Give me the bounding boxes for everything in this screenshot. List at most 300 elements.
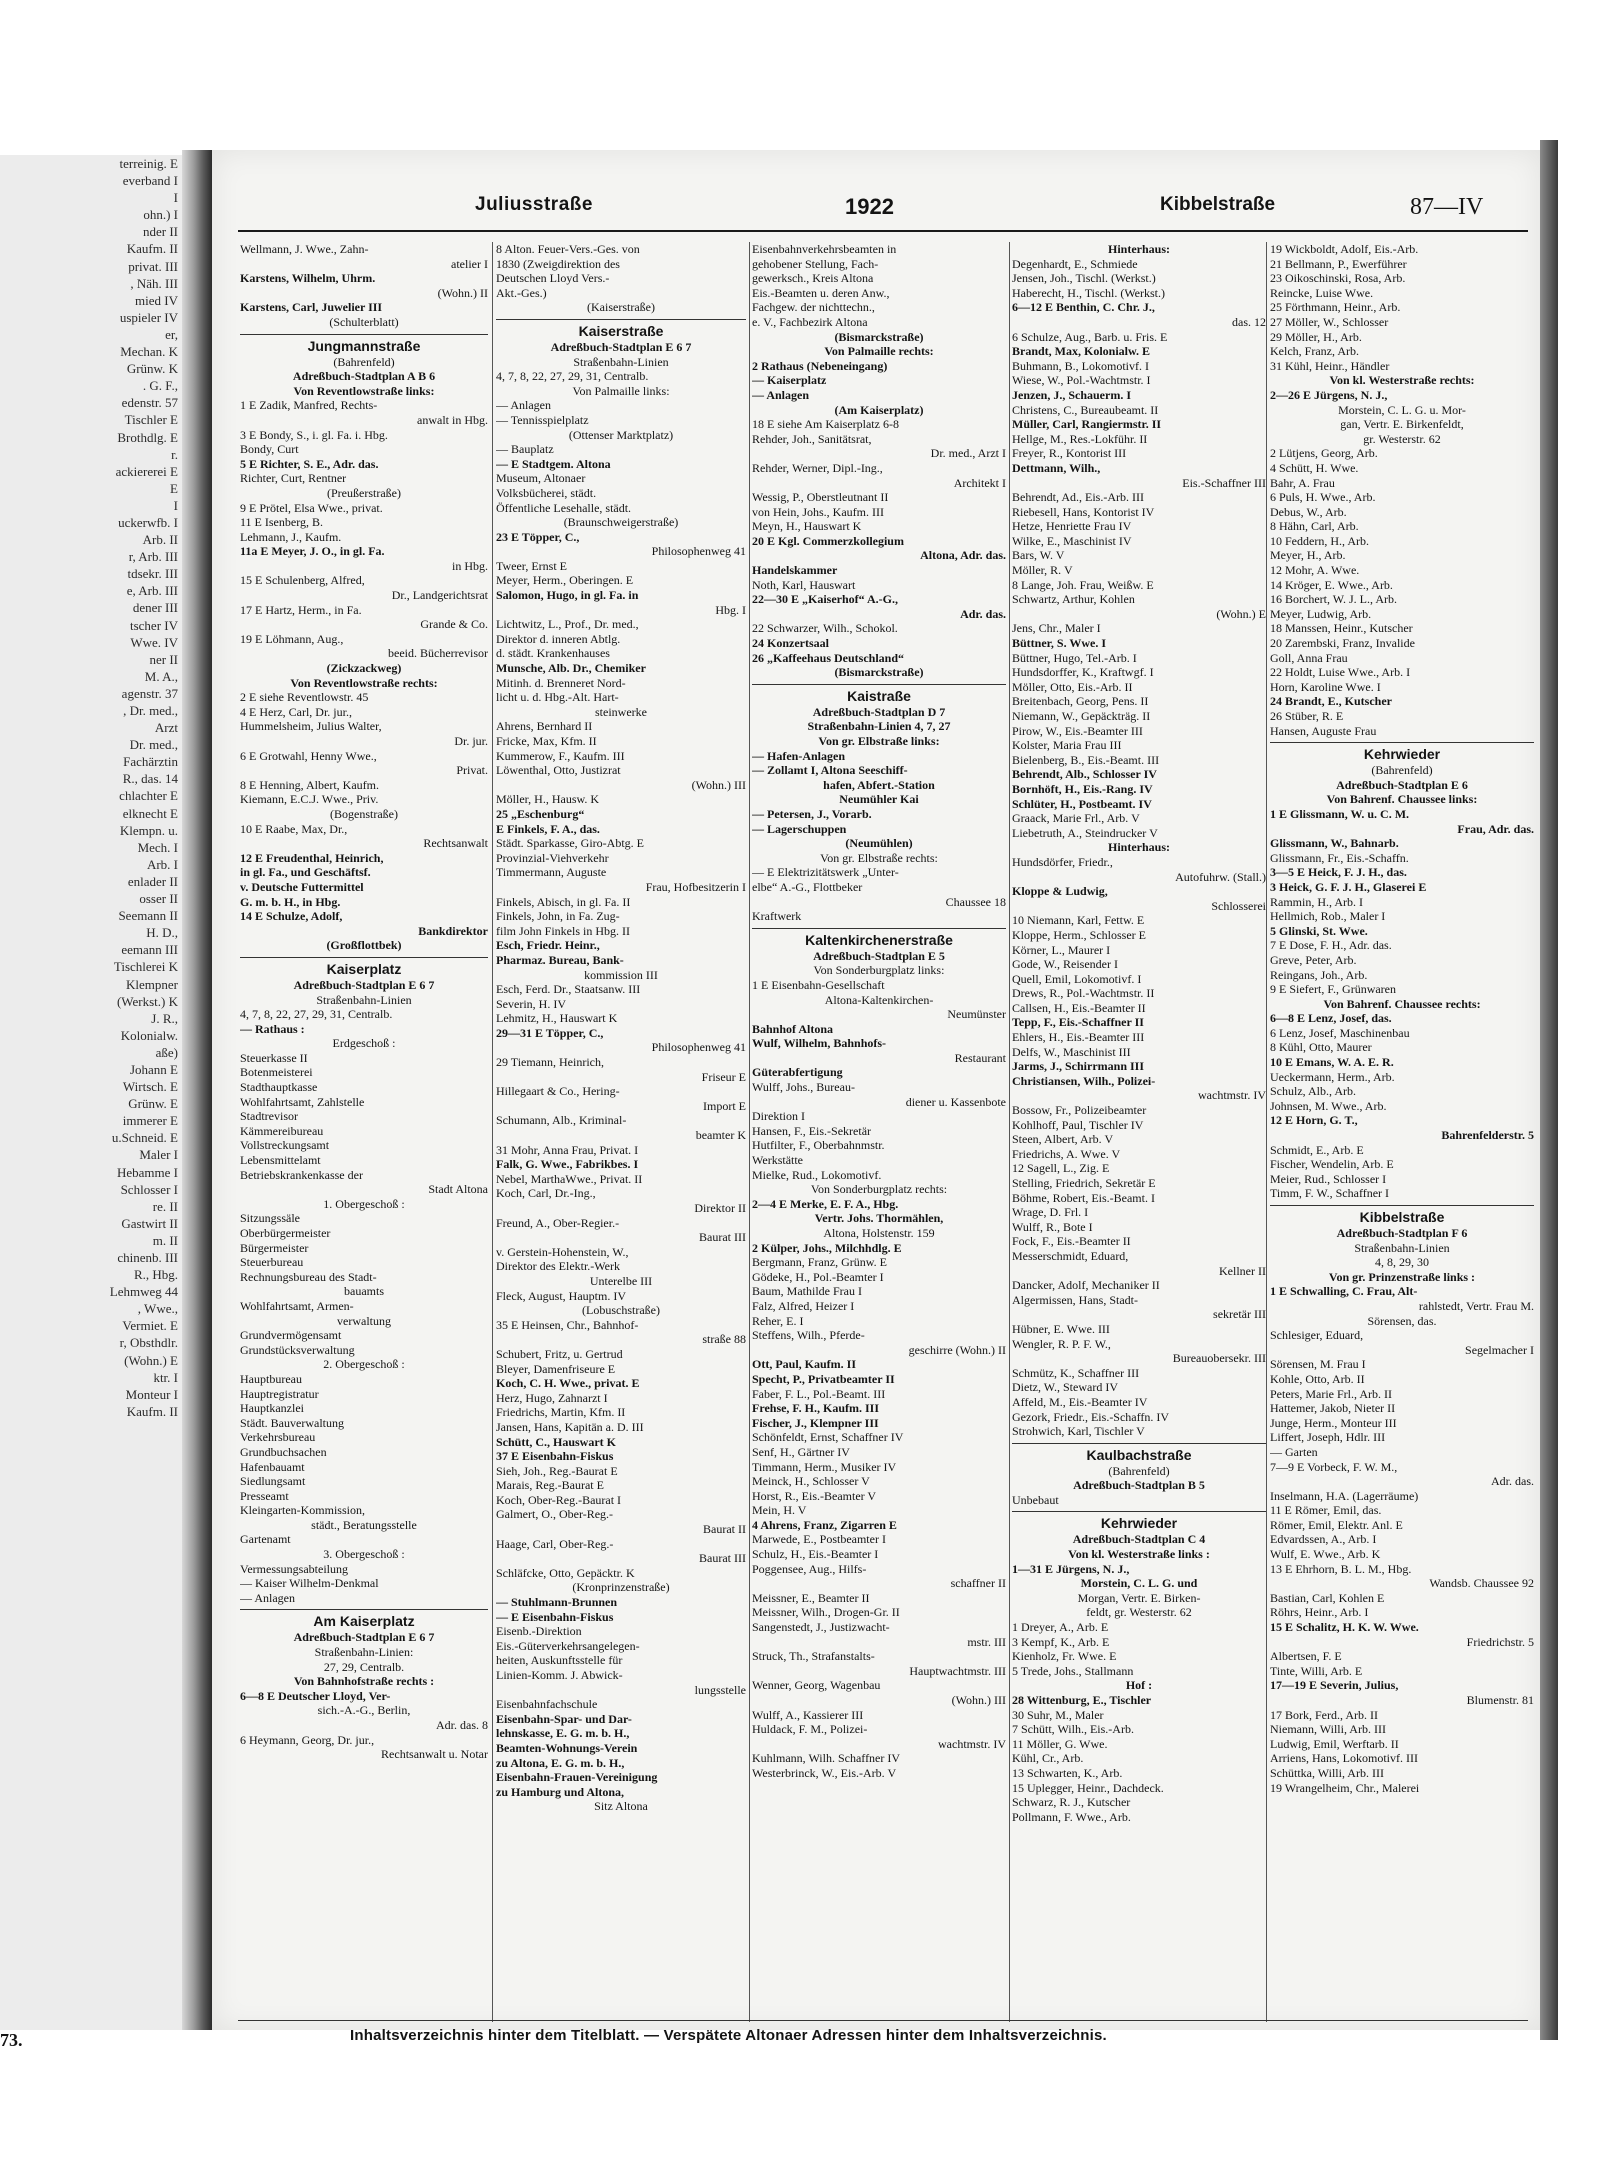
directory-entry: 20 E Kgl. Commerzkollegium <box>752 533 904 548</box>
directory-entry: Niemann, W., Gepäckträg. II <box>1012 709 1151 723</box>
directory-entry: Johnsen, M. Wwe., Arb. <box>1270 1098 1387 1113</box>
directory-entry: Peters, Marie Frl., Arb. II <box>1270 1386 1392 1401</box>
directory-entry: 8 Kühl, Otto, Maurer <box>1270 1040 1372 1055</box>
directory-entry: Dr. jur. <box>454 734 488 748</box>
left-page-line: ohn.) I <box>143 207 178 223</box>
left-page-line: Wirtsch. E <box>122 1079 178 1095</box>
directory-entry: (Neumühlen) <box>845 836 913 851</box>
directory-entry: Linien-Komm. J. Abwick- <box>496 1668 623 1682</box>
directory-entry: Grundstücksverwaltung <box>240 1342 355 1357</box>
left-page-line: immerer E <box>122 1113 178 1129</box>
directory-entry: Grundvermögensamt <box>240 1328 342 1343</box>
directory-entry: Wohlfahrtsamt, Armen- <box>240 1298 354 1313</box>
left-page-line: , Wwe., <box>137 1301 178 1317</box>
left-page-line: Hebamme I <box>116 1164 178 1180</box>
directory-entry: Hellmich, Rob., Maler I <box>1270 909 1386 924</box>
left-page-line: m. II <box>152 1232 178 1248</box>
left-page-line: eemann III <box>121 942 178 958</box>
directory-entry: Oberbürgermeister <box>240 1226 331 1240</box>
directory-entry: Adreßbuch-Stadtplan F 6 <box>1336 1226 1468 1240</box>
left-page-line: I <box>173 190 178 206</box>
directory-entry: Poggensee, Aug., Hilfs- <box>752 1561 867 1576</box>
left-page-line: (Werkst.) K <box>116 993 178 1009</box>
directory-entry: Wulff, A., Kassierer III <box>752 1707 864 1722</box>
directory-entry: städt., Beratungsstelle <box>311 1517 417 1532</box>
directory-entry: Werkstätte <box>752 1153 804 1168</box>
directory-entry: Friedrichs, A. Wwe. V <box>1012 1146 1121 1161</box>
directory-entry: 20 Zarembski, Franz, Invalide <box>1270 636 1415 651</box>
directory-entry: Baurat II <box>703 1522 746 1537</box>
directory-entry: Algermissen, Hans, Stadt- <box>1012 1292 1138 1307</box>
directory-entry: 19 E Löhmann, Aug., <box>240 631 344 646</box>
directory-entry: Kühl, Cr., Arb. <box>1012 1751 1084 1766</box>
left-page-line: enlader II <box>127 873 178 889</box>
directory-entry: Sitzungssäle <box>240 1211 300 1226</box>
left-page-line: Vermiet. E <box>122 1318 178 1334</box>
directory-entry: Wulf, E. Wwe., Arb. K <box>1270 1547 1381 1562</box>
left-page-line: ner II <box>149 651 178 667</box>
street-heading: Am Kaiserplatz <box>240 1609 488 1630</box>
directory-entry: Lebensmittelamt <box>240 1153 321 1168</box>
directory-entry: Reher, E. I <box>752 1313 804 1328</box>
directory-entry: Bielenberg, B., Eis.-Beamt. III <box>1012 752 1160 767</box>
directory-entry: 14 Kröger, E. Wwe., Arb. <box>1270 577 1393 592</box>
directory-entry: Büttner, Hugo, Tel.-Arb. I <box>1012 650 1137 665</box>
directory-entry: Von gr. Prinzenstraße links : <box>1328 1269 1476 1284</box>
directory-entry: Unbebaut <box>1012 1492 1059 1507</box>
directory-entry: Direktion I <box>752 1109 805 1124</box>
directory-entry: Von Bahnhofstraße rechts : <box>293 1674 435 1689</box>
directory-entry: Eisenbahn-Spar- und Dar- <box>496 1711 632 1726</box>
directory-entry: Timm, F. W., Schaffner I <box>1270 1186 1390 1201</box>
directory-entry: 22 Holdt, Luise Wwe., Arb. I <box>1270 665 1411 680</box>
left-page-line: M. A., <box>144 668 178 684</box>
directory-entry: (Kronprinzenstraße) <box>572 1580 670 1595</box>
directory-entry: elbe“ A.-G., Flottbeker <box>752 879 863 894</box>
directory-entry: Riebesell, Hans, Kontorist IV <box>1012 504 1155 519</box>
directory-entry: 22 Schwarzer, Wilh., Schokol. <box>752 621 898 636</box>
directory-entry: 11a E Meyer, J. O., in gl. Fa. <box>240 544 385 559</box>
directory-entry: 25 „Eschenburg“ <box>496 806 585 821</box>
directory-entry: Löwenthal, Otto, Justizrat <box>496 763 621 778</box>
directory-entry: Bahnhof Altona <box>752 1021 834 1036</box>
directory-entry: Steen, Albert, Arb. V <box>1012 1132 1114 1147</box>
left-page-line: Fachärztin <box>123 754 178 770</box>
left-page-line: Tischler E <box>124 412 178 428</box>
directory-entry: Presseamt <box>240 1488 289 1503</box>
left-page-line: , Näh. III <box>130 275 178 291</box>
directory-entry: 17 Bork, Ferd., Arb. II <box>1270 1707 1378 1722</box>
directory-entry: Von Sonderburgplatz rechts: <box>810 1182 948 1197</box>
directory-entry: Restaurant <box>954 1050 1006 1065</box>
directory-entry: d. städt. Krankenhauses <box>496 646 610 661</box>
directory-entry: Edvardssen, A., Arb. I <box>1270 1532 1377 1547</box>
directory-entry: Faber, F. L., Pol.-Beamt. III <box>752 1386 886 1401</box>
directory-entry: Bossow, Fr., Polizeibeamter <box>1012 1103 1147 1118</box>
top-margin <box>0 0 1600 62</box>
directory-entry: Bahr, A. Frau <box>1270 475 1335 490</box>
directory-entry: Sangenstedt, J., Justizwacht- <box>752 1620 890 1635</box>
directory-entry: Callsen, H., Eis.-Beamter II <box>1012 1000 1146 1015</box>
directory-entry: Galmert, O., Ober-Reg.- <box>496 1507 614 1522</box>
left-page-line: Klempner <box>126 976 178 992</box>
directory-entry: (Zickzackweg) <box>326 661 402 676</box>
directory-entry: Städt. Bauverwaltung <box>240 1415 344 1430</box>
directory-entry: Rechnungsbureau des Stadt- <box>240 1269 377 1284</box>
directory-entry: Koch, Carl, Dr.-Ing., <box>496 1186 596 1201</box>
directory-entry: v. Deutsche Futtermittel <box>240 879 364 894</box>
street-heading: Kibbelstraße <box>1270 1205 1534 1226</box>
directory-entry: Falk, G. Wwe., Fabrikbes. I <box>496 1157 639 1172</box>
directory-entry: Rechtsanwalt <box>423 836 488 851</box>
directory-entry: — E Eisenbahn-Fiskus <box>496 1609 614 1624</box>
directory-entry: 5 Trede, Johs., Stallmann <box>1012 1663 1134 1678</box>
directory-entry: Kohle, Otto, Arb. II <box>1270 1371 1365 1386</box>
directory-entry: Tinte, Willi, Arb. E <box>1270 1663 1363 1678</box>
directory-entry: Hafenbauamt <box>240 1459 305 1474</box>
directory-entry: Bankdirektor <box>418 923 488 938</box>
left-page-line: E <box>170 480 178 496</box>
left-page-line: re. II <box>152 1198 178 1214</box>
left-page-line: Arzt <box>154 720 178 736</box>
directory-entry: 3 E Bondy, S., i. gl. Fa. i. Hbg. <box>240 427 388 442</box>
directory-entry: Altona-Kaltenkirchen- <box>824 992 934 1007</box>
directory-entry: Haage, Carl, Ober-Reg.- <box>496 1536 614 1551</box>
directory-entry: 1 E Schwalling, C. Frau, Alt- <box>1270 1284 1418 1299</box>
left-page-footer-fragment: 73. <box>0 2030 23 2050</box>
directory-entry: Betriebskrankenkasse der <box>240 1167 363 1182</box>
left-page-line: R., das. 14 <box>122 771 178 787</box>
directory-entry: Hauptbureau <box>240 1371 302 1386</box>
directory-entry: Ott, Paul, Kaufm. II <box>752 1357 857 1372</box>
directory-entry: Privat. <box>456 763 488 778</box>
directory-entry: Lehmann, J., Kaufm. <box>240 529 342 544</box>
directory-entry: Freund, A., Ober-Regier.- <box>496 1215 620 1230</box>
directory-entry: (Wohn.) II <box>437 285 488 300</box>
directory-entry: 1 E Eisenbahn-Gesellschaft <box>752 977 885 992</box>
left-page-line: Kaufm. II <box>126 241 178 257</box>
directory-entry: — Hafen-Anlagen <box>752 748 845 763</box>
directory-entry: Finkels, Abisch, in gl. Fa. II <box>496 894 631 909</box>
directory-entry: 4 Ahrens, Franz, Zigarren E <box>752 1517 897 1532</box>
directory-entry: 19 Wrangelheim, Chr., Malerei <box>1270 1780 1420 1795</box>
left-page-line: R., Hbg. <box>133 1267 178 1283</box>
directory-entry: Salomon, Hugo, in gl. Fa. in <box>496 588 639 603</box>
directory-entry: Schlesiger, Eduard, <box>1270 1328 1364 1343</box>
directory-entry: Wohlfahrtsamt, Zahlstelle <box>240 1094 365 1109</box>
directory-entry: Liebetruth, A., Steindrucker V <box>1012 825 1158 840</box>
directory-entry: Marwede, E., Postbeamter I <box>752 1532 886 1547</box>
directory-entry: Römer, Emil, Elektr. Anl. E <box>1270 1517 1403 1532</box>
left-page-line: er, <box>165 326 178 342</box>
directory-entry: Frau, Adr. das. <box>1457 821 1534 836</box>
directory-entry: (Wohn.) E <box>1216 606 1266 621</box>
left-page-line: nder II <box>142 224 178 240</box>
directory-entry: Kolster, Maria Frau III <box>1012 738 1122 753</box>
directory-entry: 1. Obergeschoß : <box>323 1196 405 1211</box>
left-page-line: r, Obsthdlr. <box>119 1335 178 1351</box>
directory-entry: Adreßbuch-Stadtplan C 4 <box>1072 1532 1206 1547</box>
directory-entry: 12 Sagell, L., Zig. E <box>1012 1161 1110 1176</box>
directory-entry: Quell, Emil, Lokomotivf. I <box>1012 971 1142 986</box>
directory-entry: Schumann, Alb., Kriminal- <box>496 1113 627 1128</box>
directory-entry: Schwartz, Arthur, Kohlen <box>1012 592 1135 607</box>
directory-entry: straße 88 <box>702 1332 746 1347</box>
directory-entry: Bahrenfelderstr. 5 <box>1441 1128 1534 1143</box>
directory-entry: Grundbuchsachen <box>240 1444 327 1459</box>
directory-entry: mstr. III <box>967 1634 1006 1649</box>
directory-entry: 12 E Freudenthal, Heinrich, <box>240 850 384 865</box>
directory-entry: Vollstreckungsamt <box>240 1138 330 1153</box>
directory-entry: Gezork, Friedr., Eis.-Schaffn. IV <box>1012 1409 1170 1424</box>
directory-entry: Möller, Otto, Eis.-Arb. II <box>1012 679 1133 694</box>
directory-entry: Schläfcke, Otto, Gepäcktr. K <box>496 1565 635 1580</box>
directory-entry: Dancker, Adolf, Mechaniker II <box>1012 1278 1160 1293</box>
directory-entry: Bürgermeister <box>240 1240 309 1255</box>
directory-entry: Greve, Peter, Arb. <box>1270 952 1357 967</box>
directory-entry: 10 E Raabe, Max, Dr., <box>240 821 348 836</box>
directory-entry: Jensen, Joh., Tischl. (Werkst.) <box>1012 271 1156 286</box>
directory-entry: in gl. Fa., und Geschäftsf. <box>240 865 371 880</box>
directory-entry: Adr. das. <box>960 606 1006 621</box>
left-page-line: tdsekr. III <box>127 566 178 582</box>
directory-entry: — Rathaus : <box>240 1021 305 1036</box>
directory-entry: Schmütz, K., Schaffner III <box>1012 1365 1140 1380</box>
directory-entry: 14 E Schulze, Adolf, <box>240 909 343 924</box>
left-page-line: Klempn. u. <box>119 822 178 838</box>
directory-entry: Adreßbuch-Stadtplan D 7 <box>812 704 946 719</box>
left-page-line: Schlosser I <box>120 1181 178 1197</box>
directory-entry: Falz, Alfred, Heizer I <box>752 1298 855 1313</box>
directory-entry: Schmidt, E., Arb. E <box>1270 1142 1364 1157</box>
directory-entry: Wrage, D. Frl. I <box>1012 1205 1089 1220</box>
directory-entry: Sörensen, das. <box>1367 1313 1437 1328</box>
directory-entry: 7—9 E Vorbeck, F. W. M., <box>1270 1459 1398 1474</box>
directory-entry: Dr. med., Arzt I <box>930 446 1006 461</box>
directory-entry: Tweer, Ernst E <box>496 558 567 573</box>
directory-entry: Lichtwitz, L., Prof., Dr. med., <box>496 617 639 632</box>
directory-entry: Straßenbahn-Linien <box>1354 1240 1450 1255</box>
footer-rule <box>238 2020 1528 2021</box>
directory-entry: sekretär III <box>1213 1307 1266 1322</box>
directory-entry: 9 E Prötel, Elsa Wwe., privat. <box>240 500 383 515</box>
directory-entry: Delfs, W., Maschinist III <box>1012 1044 1131 1059</box>
directory-entry: Hauptkanzlei <box>240 1401 304 1416</box>
directory-entry: Kiemann, E.C.J. Wwe., Priv. <box>240 792 379 807</box>
directory-entry: 2. Obergeschoß : <box>323 1357 405 1372</box>
directory-entry: Adreßbuch-Stadtplan E 6 <box>1336 777 1468 792</box>
left-page-line: ktr. I <box>153 1369 178 1385</box>
directory-entry: Segelmacher I <box>1465 1342 1534 1357</box>
directory-entry: Adreßbuch-Stadtplan E 5 <box>813 948 945 963</box>
directory-entry: Koch, Ober-Reg.-Baurat I <box>496 1492 622 1507</box>
directory-entry: zu Altona, E. G. m. b. H., <box>496 1755 625 1770</box>
directory-entry: 6 Puls, H. Wwe., Arb. <box>1270 490 1376 505</box>
directory-entry: 4, 7, 8, 22, 27, 29, 31, Centralb. <box>240 1007 393 1022</box>
directory-entry: 4 E Herz, Carl, Dr. jur., <box>240 704 352 719</box>
directory-entry: Friseur E <box>701 1069 746 1084</box>
directory-entry: 10 E Emans, W. A. E. R. <box>1270 1055 1394 1070</box>
directory-entry: 6 Heymann, Georg, Dr. jur., <box>240 1732 375 1747</box>
directory-entry: Hillegaart & Co., Hering- <box>496 1084 620 1099</box>
directory-entry: 8 Alton. Feuer-Vers.-Ges. von <box>496 242 640 256</box>
directory-entry: Glissmann, Fr., Eis.-Schaffn. <box>1270 850 1409 865</box>
directory-entry: Philosophenweg 41 <box>651 1040 746 1055</box>
left-page-line: Maler I <box>139 1147 178 1163</box>
directory-entry: — Bauplatz <box>496 442 554 457</box>
directory-entry: Bergmann, Franz, Grünw. E <box>752 1255 887 1270</box>
directory-entry: Schüttka, Willi, Arb. III <box>1270 1765 1384 1780</box>
directory-entry: Schlüter, H., Postbeamt. IV <box>1012 796 1152 811</box>
directory-entry: Sitz Altona <box>594 1799 648 1814</box>
directory-entry: Wenner, Georg, Wagenbau <box>752 1678 881 1693</box>
directory-entry: Schulz, Alb., Arb. <box>1270 1084 1356 1099</box>
column-2 <box>496 242 746 2022</box>
directory-entry: Noth, Karl, Hauswart <box>752 577 856 592</box>
left-page-line: everband I <box>122 173 178 189</box>
directory-entry: 23 E Töpper, C., <box>496 529 580 544</box>
directory-entry: Freyer, R., Kontorist III <box>1012 446 1127 461</box>
directory-entry: Wessig, P., Oberstleutnant II <box>752 490 889 505</box>
directory-entry: Ueckermann, Herm., Arb. <box>1270 1069 1395 1084</box>
left-page-line: chinenb. III <box>117 1250 178 1265</box>
directory-entry: Ahrens, Bernhard II <box>496 719 593 734</box>
directory-entry: (Preußerstraße) <box>327 485 401 500</box>
directory-entry: 18 Manssen, Heinr., Kutscher <box>1270 621 1413 636</box>
directory-entry: Fischer, J., Klempner III <box>752 1415 879 1430</box>
directory-entry: Meyer, Ludwig, Arb. <box>1270 606 1372 621</box>
directory-entry: (Kaiserstraße) <box>587 300 655 315</box>
directory-entry: Rechtsanwalt u. Notar <box>381 1747 488 1762</box>
directory-entry: Straßenbahn-Linien 4, 7, 27 <box>807 719 951 734</box>
directory-entry: geschirre (Wohn.) II <box>908 1342 1006 1357</box>
directory-entry: Architekt I <box>953 475 1006 490</box>
directory-entry: Meyer, H., Arb. <box>1270 548 1346 563</box>
directory-entry: Kohlhoff, Paul, Tischler IV <box>1012 1117 1144 1132</box>
left-page-fragment <box>0 155 186 2030</box>
directory-entry: 26 Stüber, R. E <box>1270 709 1344 723</box>
page-edge-shadow <box>1540 140 1558 2040</box>
directory-entry: steinwerke <box>595 704 647 719</box>
directory-entry: Adr. das. 8 <box>436 1718 488 1732</box>
directory-entry: Karstens, Wilhelm, Uhrm. <box>240 271 376 286</box>
left-page-line: chlachter E <box>119 788 178 804</box>
directory-entry: Jens, Chr., Maler I <box>1012 621 1101 636</box>
directory-entry: Friedrichs, Martin, Kfm. II <box>496 1405 626 1420</box>
directory-entry: Rehder, Joh., Sanitätsrat, <box>752 431 872 446</box>
directory-entry: Friedrichstr. 5 <box>1466 1634 1534 1649</box>
directory-entry: film John Finkels in Hbg. II <box>496 923 630 938</box>
directory-entry: in Hbg. <box>452 558 488 573</box>
directory-entry: Morstein, C. L. G. und <box>1080 1576 1198 1591</box>
street-heading: Kaltenkirchenerstraße <box>752 928 1006 949</box>
left-page-line: Monteur I <box>125 1386 178 1402</box>
directory-entry: Museum, Altonaer <box>496 471 586 486</box>
directory-entry: 7 Schütt, Wilh., Eis.-Arb. <box>1012 1722 1134 1737</box>
directory-entry: 2—26 E Jürgens, N. J., <box>1270 387 1388 402</box>
directory-entry: 2 Rathaus (Nebeneingang) <box>752 358 888 373</box>
directory-entry: diener u. Kassenbote <box>905 1094 1006 1109</box>
directory-entry: Fock, F., Eis.-Beamter II <box>1012 1234 1131 1249</box>
directory-entry: Hauptregistratur <box>240 1386 319 1401</box>
directory-entry: — Anlagen <box>240 1590 295 1605</box>
directory-entry: 2 E siehe Reventlowstr. 45 <box>240 690 369 705</box>
directory-entry: Behrendt, Alb., Schlosser IV <box>1012 767 1157 782</box>
left-page-line: . G. F., <box>142 378 178 394</box>
left-page-line: Tischlerei K <box>113 959 178 975</box>
directory-entry: Stadtrevisor <box>240 1109 298 1124</box>
directory-entry: Altona, Adr. das. <box>920 548 1006 563</box>
directory-entry: Specht, P., Privatbeamter II <box>752 1371 895 1386</box>
directory-entry: — Stuhlmann-Brunnen <box>496 1595 618 1610</box>
directory-entry: Tepp, F., Eis.-Schaffner II <box>1012 1015 1144 1030</box>
directory-entry: Hellge, M., Res.-Lokführ. II <box>1012 431 1148 446</box>
directory-entry: Neumünster <box>947 1007 1006 1022</box>
directory-entry: Wengler, R. P. F. W., <box>1012 1336 1111 1351</box>
directory-entry: 29—31 E Töpper, C., <box>496 1025 604 1040</box>
directory-entry: Horst, R., Eis.-Beamter V <box>752 1488 877 1503</box>
directory-entry: atelier I <box>451 256 488 271</box>
left-page-line: Arb. II <box>142 532 178 548</box>
directory-entry: Steffens, Wilh., Pferde- <box>752 1328 865 1343</box>
directory-entry: Breitenbach, Georg, Pens. II <box>1012 694 1149 709</box>
directory-entry: 4, 8, 29, 30 <box>1375 1255 1429 1270</box>
directory-entry: v. Gerstein-Hohenstein, W., <box>496 1244 629 1259</box>
left-page-line: Seemann II <box>118 908 178 924</box>
directory-entry: 5 E Richter, S. E., Adr. das. <box>240 456 379 471</box>
directory-entry: — Kaiserplatz <box>752 373 827 388</box>
directory-entry: Kämmereibureau <box>240 1123 324 1138</box>
directory-entry: (Schulterblatt) <box>329 314 399 329</box>
directory-entry: Sieh, Joh., Reg.-Baurat E <box>496 1463 618 1478</box>
directory-entry: (Bismarckstraße) <box>834 329 924 344</box>
directory-entry: Eis.-Schaffner III <box>1182 475 1266 490</box>
directory-entry: 31 Mohr, Anna Frau, Privat. I <box>496 1142 639 1157</box>
directory-entry: 24 Konzertsaal <box>752 636 829 651</box>
directory-entry: Büttner, S. Wwe. I <box>1012 636 1107 651</box>
directory-entry: Neumühler Kai <box>839 792 919 807</box>
directory-entry: Adreßbuch-Stadtplan E 6 7 <box>293 1630 435 1645</box>
directory-entry: Schönfeldt, Ernst, Schaffner IV <box>752 1430 904 1445</box>
directory-entry: Autofuhrw. (Stall.) <box>1175 869 1266 884</box>
book-spine <box>182 150 212 2030</box>
directory-entry: 31 Kühl, Heinr., Händler <box>1270 358 1390 373</box>
directory-entry: — Anlagen <box>496 398 551 413</box>
directory-entry: Direktor des Elektr.-Werk <box>496 1259 620 1274</box>
directory-entry: Grande & Co. <box>420 617 488 632</box>
left-page-line: edenstr. 57 <box>121 395 178 411</box>
left-page-line: Gastwirt II <box>121 1215 178 1231</box>
directory-entry: Schulz, H., Eis.-Beamter I <box>752 1547 879 1562</box>
directory-entry: Sörensen, M. Frau I <box>1270 1357 1366 1372</box>
directory-entry: 3—5 E Heick, F. J. H., das. <box>1270 865 1407 880</box>
directory-entry: Müller, Carl, Rangiermstr. II <box>1012 417 1162 432</box>
directory-entry: Volksbücherei, städt. <box>496 485 597 500</box>
street-heading: Kehrwieder <box>1270 742 1534 763</box>
directory-entry: Möller, R. V <box>1012 563 1073 578</box>
street-heading: Kaulbachstraße <box>1012 1443 1266 1464</box>
directory-entry: 13 E Ehrhorn, B. L. M., Hbg. <box>1270 1561 1412 1576</box>
directory-entry: Steuerkasse II <box>240 1050 308 1065</box>
directory-entry: Ludwig, Emil, Werftarb. II <box>1270 1736 1399 1751</box>
directory-entry: 4 Schütt, H. Wwe. <box>1270 460 1359 475</box>
directory-entry: Kleingarten-Kommission, <box>240 1503 365 1518</box>
directory-entry: Bleyer, Damenfriseure E <box>496 1361 616 1376</box>
directory-entry: Import E <box>703 1098 746 1113</box>
left-page-line: r. <box>171 446 178 462</box>
street-heading: Kaiserstraße <box>496 319 746 340</box>
directory-entry: Wiese, W., Pol.-Wachtmstr. I <box>1012 373 1151 388</box>
